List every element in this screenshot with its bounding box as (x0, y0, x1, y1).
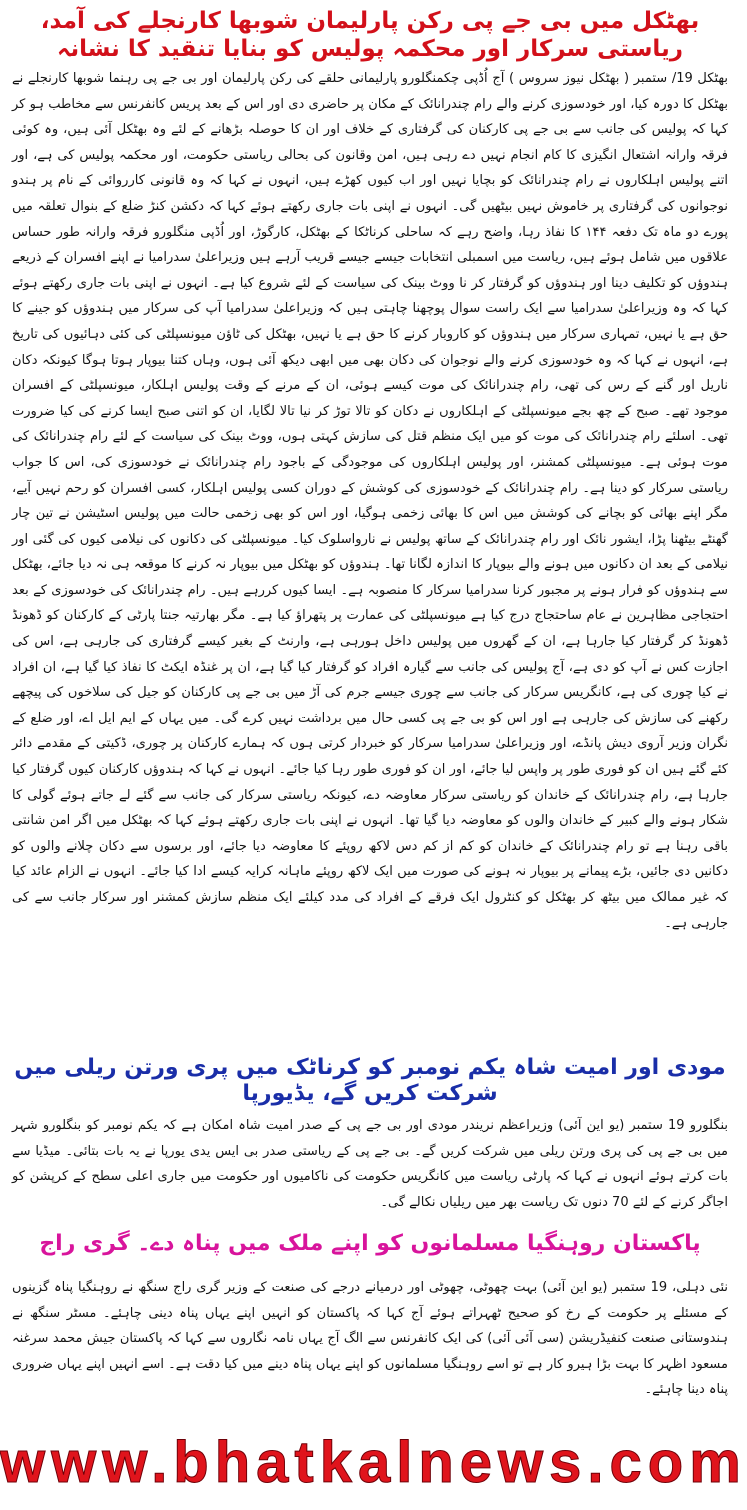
second-headline: مودی اور امیت شاہ یکم نومبر کو کرناٹک میں پری ورتن ریلی میں شرکت کریں گے، یڈیورپا (14, 1054, 726, 1106)
main-headline: بھٹکل میں بی جے پی رکن پارلیمان شوبھا کارنجلے کی آمد، ریاستی سرکار اور محکمہ پولیس کو بنایا تنقید کا نشانہ (40, 8, 700, 62)
article-2-body: بنگلورو 19 ستمبر (یو این آئی) وزیراعظم نریندر مودی اور بی جے پی کے صدر امیت شاہ امکان ہے کہ یکم نومبر کو بنگلورو شہر میں بی جے پی کی پری ورتن ریلی میں شرکت کریں گے۔ بی جے پی کے ریاستی صدر بی ایس یدی یورپا نے یہ بات بتائی۔ میڈیا سے بات کرتے ہوئے انہوں نے کہا کہ پارٹی ریاست میں کانگریس حکومت کی ناکامیوں اور حکومت میں جاری اعلی سطح کے کرپشن کو اجاگر کرنے کے لئے 70 دنوں تک ریاست بھر میں ریلیاں نکالے گی۔ (12, 1118, 728, 1210)
article-1-body: بھٹکل 19/ ستمبر ( بھٹکل نیوز سروس ) آج اُڈپی چکمنگلورو پارلیمانی حلقے کی رکن پارلیمان اور بی جے پی رہنما شوبھا کارنجلے نے بھٹکل کا دورہ کیا، اور خودسوزی کرنے والے رام چندرانائک کے مکان پر حاضری دی اور اس کے بعد پریس کانفرنس سے مخاطب ہو کر کہا کہ پولیس کی جانب سے بی جے پی کارکنان کی گرفتاری کے خلاف اور ان کا حوصلہ بڑھانے کے لئے وہ بھٹکل آئی ہیں، وہ کوئی فرقہ وارانہ اشتعال انگیزی کا کام انجام نہیں دے رہی ہیں، امن وقانون کی بحالی ریاستی حکومت، اور محکمہ پولیس کی ہے، اور اتنے پولیس اہلکاروں نے رام چندرانائک کو بچایا نہیں اور اب کیوں کھڑے ہیں، انہوں نے کہا کہ وہ قانونی کارروائی کے نام پر ہندو نوجوانوں کی گرفتاری پر خاموش نہیں بیٹھیں گی۔ انہوں نے اپنی بات جاری رکھتے ہوئے کہا کہ دکشن کنڑ ضلع کے بنوال تعلقہ میں پورے دو ماہ تک دفعہ ۱۴۴ کا نفاذ رہا، واضح رہے کہ ساحلی کرناٹکا کے بھٹکل، کارگوڑ، اور اُڈپی منگلورو فرقہ وارانہ طور حساس علاقوں میں شامل ہوئے ہیں، ریاست میں اسمبلی انتخابات جیسے جیسے قریب آرہے ہیں وزیراعلیٰ سدرامیا نے اپنے افسران کے ذریعے ہندوؤں کو تکلیف دینا اور ہندوؤں کو گرفتار کر نا ووٹ بینک کی سیاست کے لئے شروع کیا ہے۔ انہوں نے اپنی بات جاری رکھتے ہوئے کہا کہ وہ وزیراعلیٰ سدرامیا سے ایک راست سوال پوچھنا چاہتی ہیں کہ وزیراعلیٰ سدرامیا آپ کی سرکار میں ہندوؤں کو جینے کا حق ہے یا نہیں، تمہاری سرکار میں ہندوؤں کو کاروبار کرنے کا حق ہے یا نہیں، بھٹکل کی ٹاؤن میونسپلٹی کی کئی دہائیوں کی تاریخ ہے، انہوں نے کہا کہ وہ خودسوزی کرنے والے نوجوان کی دکان بھی میں ابھی دیکھ آئی ہوں، وہاں کتنا بیوپار ہوتا ہوگا کیونکہ دکان ناریل اور گنے کے رس کی تھی، رام چندرانائک کی موت کیسے ہوئی، ان کے مرنے کے وقت پولیس اہلکار، میونسپلٹی کے افسران موجود تھے۔ صبح کے چھ بجے میونسپلٹی کے اہلکاروں نے دکان کو تالا توڑ کر نیا تالا لگایا، ان کو اتنی صبح ایسا کرنے کی کیا ضرورت تھی۔ اسلئے رام چندرانائک کی موت کو میں ایک منظم قتل کی سازش کہتی ہوں، ووٹ بینک کی سیاست کے لئے رام چندرانائک کی موت ہوئی ہے۔ میونسپلٹی کمشنر، اور پولیس اہلکاروں کی موجودگی کے باجود رام چندرانائک نے خودسوزی کی، اس کا جواب ریاستی سرکار کو دینا ہے۔ رام چندرانائک کے خودسوزی کی کوشش کے دوران کسی پولیس اہلکار، کسی افسران کو رحم نہیں آیے، مگر اپنے بھائی کو بچانے کی کوشش میں اس کا بھائی زخمی ہوگیا، اور اس کو بھی زخمی حالت میں پولیس اسٹیشن نے تین چار گھنٹے بیٹھنا پڑا، ایشور نائک اور رام چندرانائک کے ساتھ پولیس نے نارواسلوک کیا۔ میونسپلٹی کی دکانوں کی نیلامی کیوں کی گئی اور نیلامی کے بعد ان دکانوں میں ہونے والے بیوپار کا اندازہ لگانا تھا۔ ہندوؤں کو بھٹکل میں بیوپار نہ کرنے کا موقعہ ہی نہ دیا جائے، بھٹکل سے ہندوؤں کو فرار ہونے پر مجبور کرنا سدرامیا سرکار کا منصوبہ ہے۔ ایسا کیوں کررہے ہیں۔ رام چندرانائک کی خودسوزی کے بعد احتجاجی مظاہرین نے عام ساحتجاج درج کیا ہے میونسپلٹی کی عمارت پر پتھراؤ کیا ہے۔ مگر بھارتیہ جنتا پارٹی کے کارکنان کو ڈھونڈ ڈھونڈ کر گرفتار کیا جارہا ہے، ان کے گھروں میں پولیس داخل ہورہی ہے، وارنٹ کے بغیر کیسے گرفتاری کی جارہی ہے، اس کی اجازت کس نے آپ کو دی ہے، آج پولیس کی جانب سے گیارہ افراد کو گرفتار کیا گیا ہے، ان پر غنڈہ ایکٹ کا نفاذ کیا گیا ہے، ان افراد نے کیا چوری کی ہے، کانگریس سرکار کی جانب سے چوری جیسے جرم کی آڑ میں بی جے پی کارکنان کو جیل کی سلاخوں کی پیچھے رکھنے کی سازش کی جارہی ہے اور اس کو بی جے پی کسی حال میں برداشت نہیں کرے گی۔ میں یہاں کے ایم ایل اے، اور ضلع کے نگران وزیر آروی دیش پانڈے، اور وزیراعلیٰ سدرامیا سرکار کو خبردار کرتی ہوں کہ ہمارے کارکنان پر چوری، ڈکیتی کے مقدمے دائر کئے گئے ہیں ان کو فوری طور پر واپس لیا جائے، اور ان کو فوری طور رہا کیا جائے۔ انہوں نے کہا کہ ہندوؤں کارکنان کیوں گرفتار کیا جارہا ہے، رام چندرانائک کے خاندان کو ریاستی سرکار معاوضہ دے، کیونکہ ریاستی سرکار کی جانب سے گئے لے جاتے ہوئے گولی کا شکار ہونے والے کبیر کے خاندان والوں کو معاوضہ دیا گیا تھا۔ انہوں نے اپنی بات جاری رکھتے ہوئے کہا کہ بھٹکل میں اگر امن شانتی باقی رہنا ہے تو رام چندرانائک کے خاندان کو کم از کم دس لاکھ روپئے کا معاوضہ دیا جائے، اور برسوں سے دکان چلانے والوں کو دکانیں دی جائیں، بڑے پیمانے پر بیوپار نہ ہونے کی صورت میں ایک لاکھ روپئے ماہانہ کرایہ کیسے ادا کیا جائے۔ انہوں نے الزام عائد کیا کہ غیر ممالک میں بیٹھ کر بھٹکل کو کنٹرول ایک فرقے کے افراد کی مدد کیلئے ایک منظم سازش کمشنر اور سرکار جانب سے کی جارہی ہے۔ (12, 71, 728, 931)
article-3-body: نئی دہلی، 19 ستمبر (یو این آئی) بہت چھوٹی، چھوٹی اور درمیانے درجے کی صنعت کے وزیر گری راج سنگھ نے روہنگیا پناہ گزینوں کے مسئلے پر حکومت کے رخ کو صحیح ٹھہراتے ہوئے آج کہا کہ پاکستان کو انہیں اپنے یہاں پناہ دینی چاہئے۔ مسٹر سنگھ نے ہندوستانی صنعت کنفیڈریشن (سی آئی آئی) کی ایک کانفرنس سے الگ آج یہاں نامہ نگاروں سے کہا کہ پاکستان جیش محمد سرغنہ مسعود اظہر کا بہت بڑا ہیرو کار ہے تو اسے روہنگیا مسلمانوں کو اپنے یہاں پناہ دینے میں کیا دقت ہے۔ اسے انہیں اپنے یہاں ضروری پناہ دینا چاہئے۔ (12, 1280, 728, 1398)
third-headline: پاکستان روہنگیا مسلمانوں کو اپنے ملک میں پناہ دے۔ گری راج (39, 1230, 701, 1256)
website-watermark: www.bhatkalnews.com (0, 1430, 747, 1495)
